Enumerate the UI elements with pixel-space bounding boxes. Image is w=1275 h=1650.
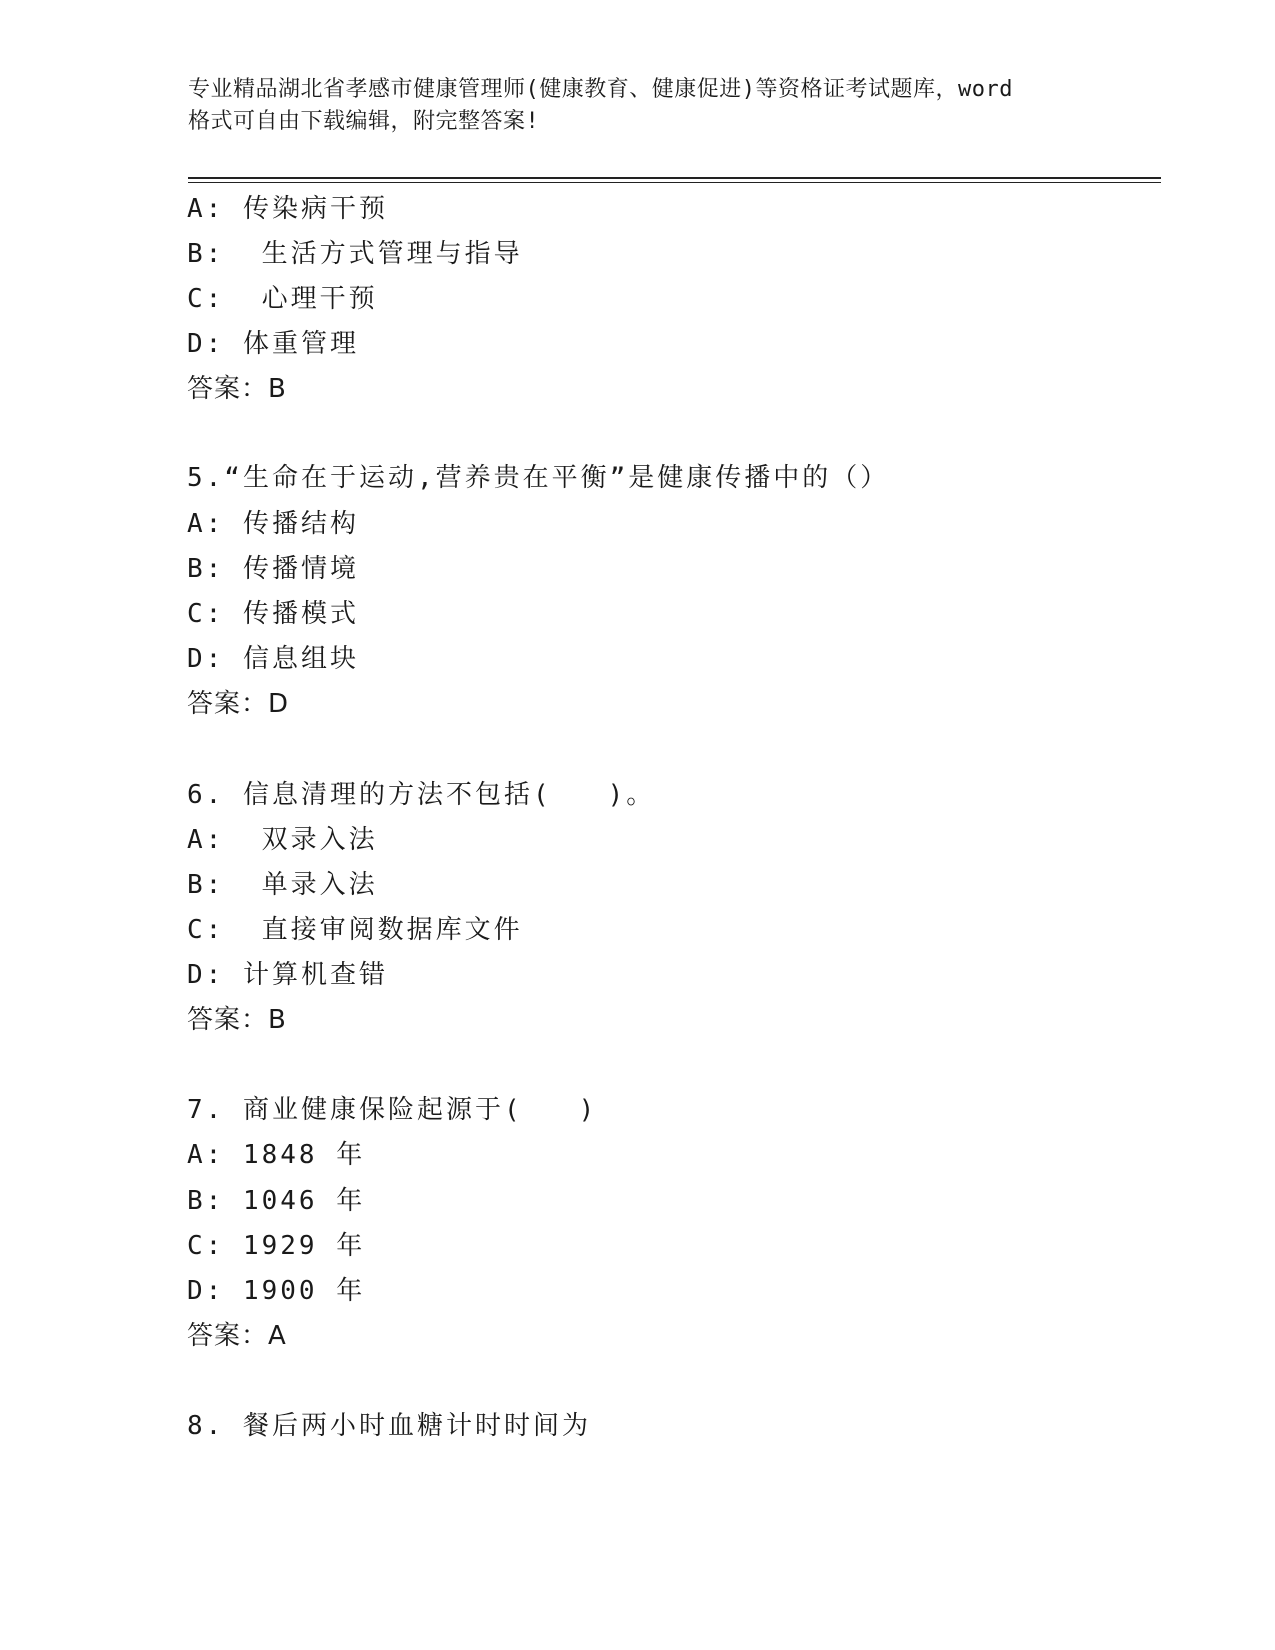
q7-option-a: A: 1848 年	[187, 1140, 366, 1170]
q6-question: 6. 信息清理的方法不包括( )。	[187, 780, 656, 810]
document-header	[188, 74, 1108, 138]
q5-question: 5.“生命在于运动,营养贵在平衡”是健康传播中的（）	[187, 463, 890, 493]
q6-option-b: B: 单录入法	[187, 870, 378, 900]
q5-option-a: A: 传播结构	[187, 509, 359, 539]
header-line-2: 格式可自由下载编辑，附完整答案!	[188, 109, 540, 134]
q6-answer: 答案：B	[187, 1005, 287, 1035]
q5-option-b: B: 传播情境	[187, 554, 359, 584]
q4-option-d: D: 体重管理	[187, 329, 359, 359]
header-line-1: 专业精品湖北省孝感市健康管理师(健康教育、健康促进)等资格证考试题库，word	[188, 77, 1013, 102]
q6-option-d: D: 计算机查错	[187, 960, 388, 990]
q4-answer: 答案：B	[187, 374, 287, 404]
q7-option-b: B: 1046 年	[187, 1186, 366, 1216]
q4-option-a: A: 传染病干预	[187, 194, 388, 224]
q5-option-d: D: 信息组块	[187, 644, 359, 674]
header-divider-thin	[188, 182, 1161, 183]
q6-option-a: A: 双录入法	[187, 825, 378, 855]
q7-question: 7. 商业健康保险起源于( )	[187, 1095, 598, 1125]
q7-option-c: C: 1929 年	[187, 1231, 366, 1261]
q7-option-d: D: 1900 年	[187, 1276, 366, 1306]
header-divider-thick	[188, 177, 1161, 179]
q8-question: 8. 餐后两小时血糖计时时间为	[187, 1411, 591, 1441]
q5-option-c: C: 传播模式	[187, 599, 359, 629]
q4-option-b: B: 生活方式管理与指导	[187, 239, 523, 269]
q4-option-c: C: 心理干预	[187, 284, 378, 314]
q6-option-c: C: 直接审阅数据库文件	[187, 915, 523, 945]
q7-answer: 答案：A	[187, 1321, 287, 1351]
q5-answer: 答案：D	[187, 689, 290, 719]
